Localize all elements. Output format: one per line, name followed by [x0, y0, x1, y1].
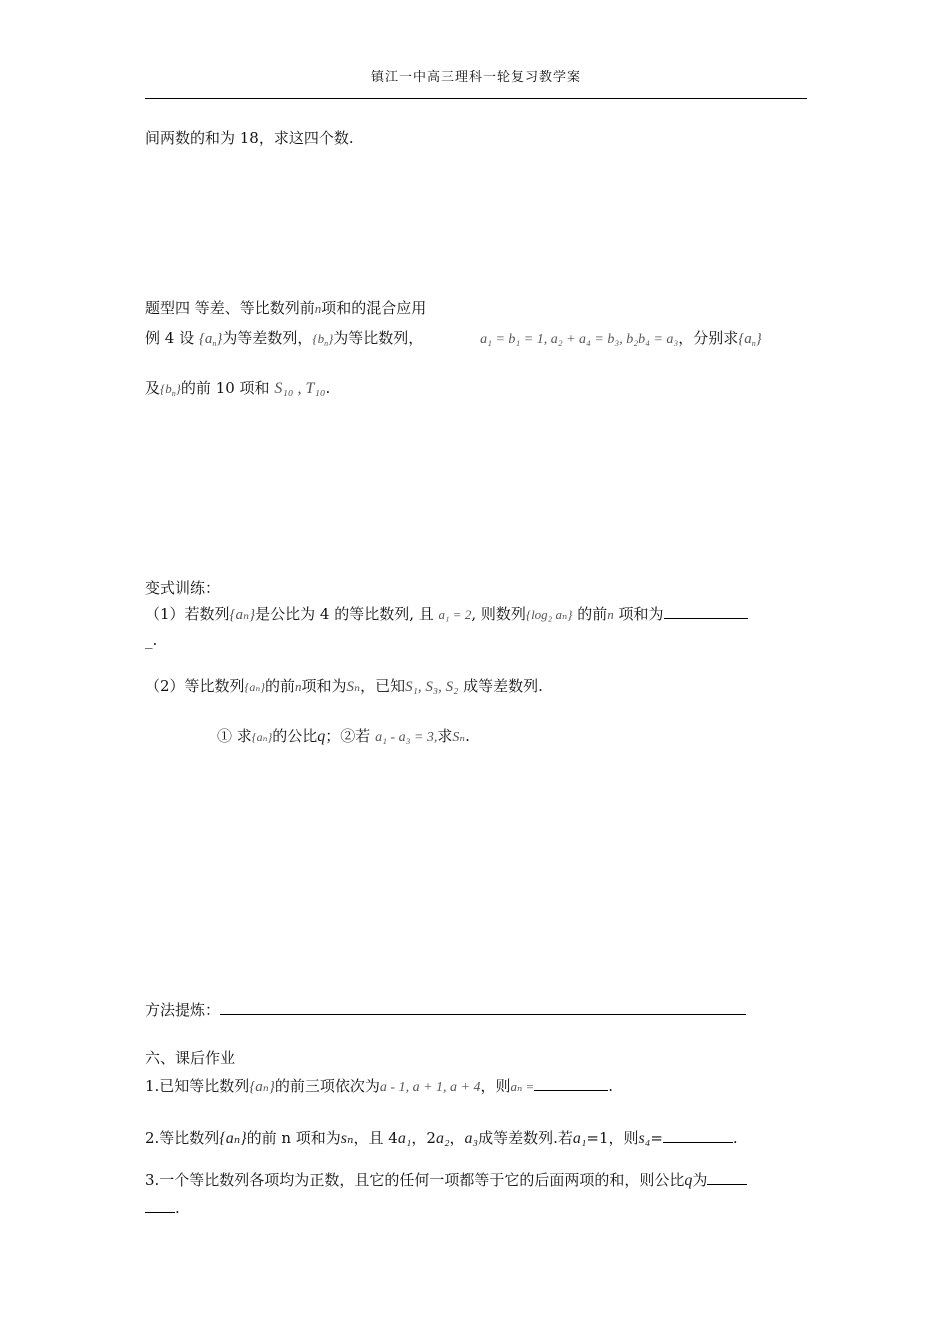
and-label: 及 — [145, 379, 161, 397]
q1-mid2: , 则数列 — [471, 605, 526, 623]
q2-mid: 的前 — [265, 677, 296, 695]
sums-s10-t10: S₁₀ , T₁₀ — [274, 380, 326, 397]
h1-seq: {aₙ} — [249, 1079, 275, 1095]
example4-line2 — [145, 378, 330, 404]
h2-mid4: =1，则 — [586, 1129, 639, 1147]
method-label: 方法提炼： — [145, 1001, 221, 1019]
period: . — [325, 379, 331, 397]
h1-terms: a - 1, a + 1, a + 4 — [379, 1080, 481, 1095]
section4-title-n: n — [314, 301, 322, 316]
h2-a1: a₁ — [397, 1130, 412, 1147]
q2-n: n — [295, 679, 302, 694]
h3-text-after: 为 — [692, 1171, 708, 1189]
q2-end: 成等差数列. — [463, 677, 543, 695]
header-rule — [145, 98, 807, 99]
h1-answer-blank[interactable] — [534, 1076, 608, 1091]
homework-q3-tail — [145, 1198, 180, 1218]
practice-q1 — [145, 604, 807, 625]
q1-n: n — [607, 607, 614, 622]
q2a-prefix: ① 求 — [217, 727, 252, 745]
h3-tail: . — [175, 1199, 180, 1217]
q2a-mid3: 求 — [437, 727, 453, 745]
q1-mid: 是公比为 4 的等比数列, 且 — [255, 605, 434, 623]
page-header: 镇江一中高三理科一轮复习教学案 — [370, 70, 581, 85]
seq-an: $\{a_n\}$ — [198, 331, 223, 348]
text-geo: 为等比数列， — [333, 329, 424, 347]
h3-q: q — [684, 1172, 693, 1189]
h2-sn: sₙ — [340, 1130, 354, 1147]
q1-answer-blank[interactable] — [664, 604, 748, 619]
q2a-q: q — [317, 728, 326, 745]
h1-mid: 的前三项依次为 — [274, 1077, 380, 1095]
h1-an: aₙ = — [510, 1079, 535, 1094]
continued-text: 间两数的和为 18，求这四个数. — [145, 129, 354, 147]
h3-answer-blank[interactable] — [707, 1170, 747, 1185]
homework-q1 — [145, 1076, 613, 1098]
q2-terms: S₁, S₃, S₂ — [405, 679, 459, 695]
q2-sn: Sₙ — [346, 679, 361, 695]
h2-mid2: ，且 4 — [353, 1129, 398, 1147]
q2a-sn: Sₙ — [452, 730, 466, 745]
seq-bn-2: $\{b_n\}$ — [160, 381, 181, 398]
q2-mid2: 项和为 — [301, 677, 347, 695]
homework-q3 — [145, 1170, 807, 1191]
q1-tail: _. — [145, 631, 158, 649]
q1-cond: a₁ = 2 — [438, 607, 472, 622]
q1-end: 项和为 — [618, 605, 664, 623]
method-answer-blank[interactable] — [220, 1000, 746, 1015]
q2a-cond: a₁ - a₃ = 3, — [375, 730, 438, 745]
text-find: ，分别求 — [678, 329, 739, 347]
seq-an-2: $\{a_n\}$ — [738, 331, 762, 348]
h2-seq: {aₙ} — [219, 1130, 247, 1147]
q2-mid3: ，已知 — [360, 677, 406, 695]
h2-end: . — [732, 1129, 738, 1147]
example4-condition: a₁ = b₁ = 1, a₂ + a₄ = b₃, b₂b₄ = a₃ — [480, 332, 679, 347]
example4-line1 — [145, 328, 762, 354]
text-first10: 的前 10 项和 — [180, 379, 270, 397]
homework-title: 六、课后作业 — [145, 1049, 236, 1067]
h1-end: . — [608, 1077, 614, 1095]
h1-mid2: ，则 — [480, 1077, 511, 1095]
h2-a1b: a₁ — [572, 1130, 587, 1147]
method-line — [145, 1000, 746, 1020]
h1-prefix: 1.已知等比数列 — [145, 1077, 250, 1095]
h2-answer-blank[interactable] — [663, 1128, 733, 1143]
practice-q2 — [145, 676, 543, 697]
h2-eq: = — [650, 1129, 663, 1147]
q2a-mid: 的公比 — [272, 727, 318, 745]
h3-answer-blank-cont[interactable] — [145, 1198, 175, 1213]
practice-q2-sub — [145, 726, 470, 748]
h2-mid: 的前 n 项和为 — [246, 1129, 341, 1147]
q2a-end: . — [465, 727, 470, 745]
text-arith: 为等差数列， — [222, 329, 313, 347]
seq-bn: $\{b_n\}$ — [312, 331, 334, 348]
section4-title-before: 题型四 等差、等比数列前 — [145, 299, 315, 317]
h2-mid3: 成等差数列.若 — [478, 1129, 573, 1147]
q2a-seq: {aₙ} — [251, 730, 273, 744]
example4-label: 例 4 设 — [145, 329, 195, 347]
q2-prefix: （2）等比数列 — [145, 677, 245, 695]
h2-sep2: ， — [449, 1129, 465, 1147]
practice-title: 变式训练： — [145, 579, 221, 597]
q1-seq: {aₙ} — [229, 607, 256, 623]
h3-text-before: 3.一个等比数列各项均为正数，且它的任何一项都等于它的后面两项的和，则公比 — [145, 1171, 685, 1189]
section4-title — [145, 298, 426, 319]
q1-prefix: （1）若数列 — [145, 605, 230, 623]
homework-q2 — [145, 1128, 738, 1149]
q2a-mid2: ；②若 — [325, 727, 371, 745]
h2-prefix: 2.等比数列 — [145, 1129, 220, 1147]
h2-a3: a₃ — [464, 1130, 479, 1147]
q1-mid3: 的前 — [577, 605, 608, 623]
q2-seq: {aₙ} — [244, 680, 266, 694]
h2-sep1: ，2 — [411, 1129, 436, 1147]
q1-log: {log₂ aₙ} — [525, 607, 573, 622]
h2-a2: a₂ — [435, 1130, 450, 1147]
section4-title-after: 项和的混合应用 — [321, 299, 427, 317]
h2-s4: s₄ — [638, 1130, 651, 1147]
